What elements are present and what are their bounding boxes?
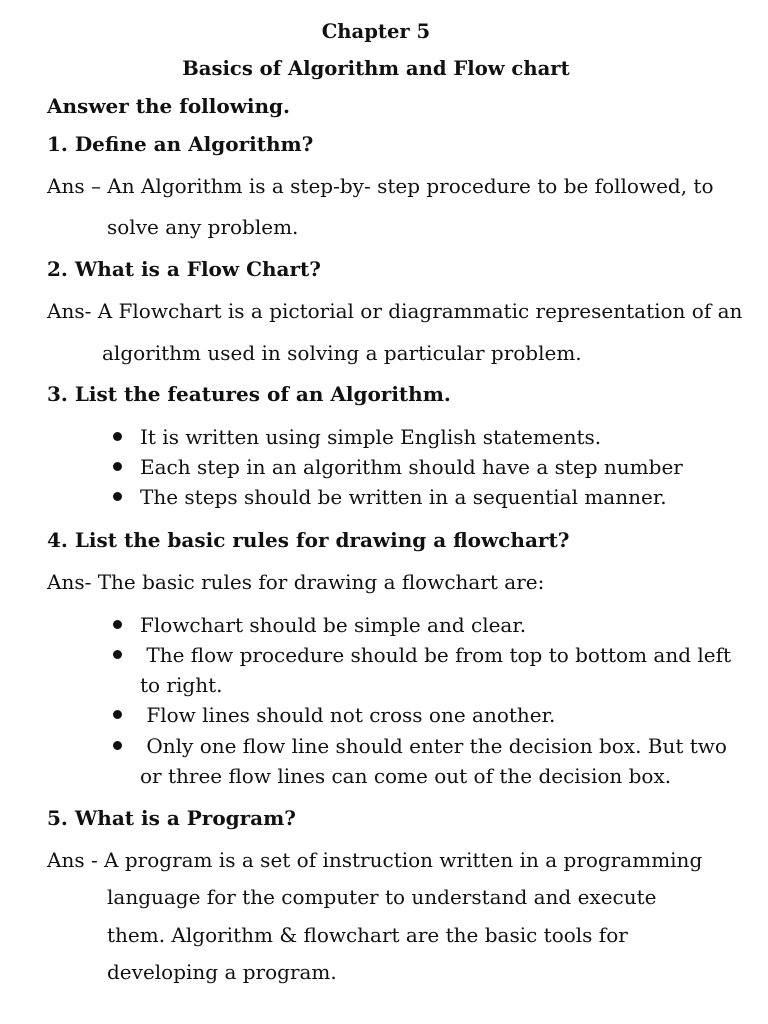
bullet-text: Flow lines should not cross one another. — [140, 703, 556, 727]
bullet-text: The flow procedure should be from top to bottom and left — [140, 643, 732, 667]
question-2: 2. What is a Flow Chart? — [47, 257, 321, 281]
answer-5-line-3: them. Algorithm & flowchart are the basic tools for — [107, 923, 628, 947]
page-title: Basics of Algorithm and Flow chart — [182, 56, 570, 80]
answer-5-line-2: language for the computer to understand and execute — [107, 885, 657, 909]
bullet-text: The steps should be written in a sequential manner. — [140, 485, 667, 509]
answer-2-line-1: Ans- A Flowchart is a pictorial or diagrammatic representation of an — [47, 299, 743, 323]
question-4: 4. List the basic rules for drawing a flowchart? — [47, 528, 570, 552]
answer-5-line-4: developing a program. — [107, 960, 337, 984]
bullet-text-continuation: or three flow lines can come out of the decision box. — [140, 764, 672, 788]
bullet-text: It is written using simple English statements. — [140, 425, 602, 449]
bullet-text: Each step in an algorithm should have a step number — [140, 455, 683, 479]
answer-4-intro: Ans- The basic rules for drawing a flowchart are: — [47, 570, 545, 594]
question-3: 3. List the features of an Algorithm. — [47, 382, 451, 406]
answer-5-line-1: Ans - A program is a set of instruction written in a programming — [47, 848, 703, 872]
bullet-text-continuation: to right. — [140, 673, 223, 697]
answer-1-line-2: solve any problem. — [107, 215, 299, 239]
question-5: 5. What is a Program? — [47, 806, 297, 830]
bullet-text: Flowchart should be simple and clear. — [140, 613, 527, 637]
answer-1-line-1: Ans – An Algorithm is a step-by- step procedure to be followed, to — [47, 174, 714, 198]
instruction-heading: Answer the following. — [47, 94, 291, 118]
chapter-heading: Chapter 5 — [321, 19, 431, 43]
question-1: 1. Define an Algorithm? — [47, 132, 314, 156]
answer-2-line-2: algorithm used in solving a particular problem. — [102, 341, 582, 365]
bullet-text: Only one flow line should enter the decision box. But two — [140, 734, 727, 758]
